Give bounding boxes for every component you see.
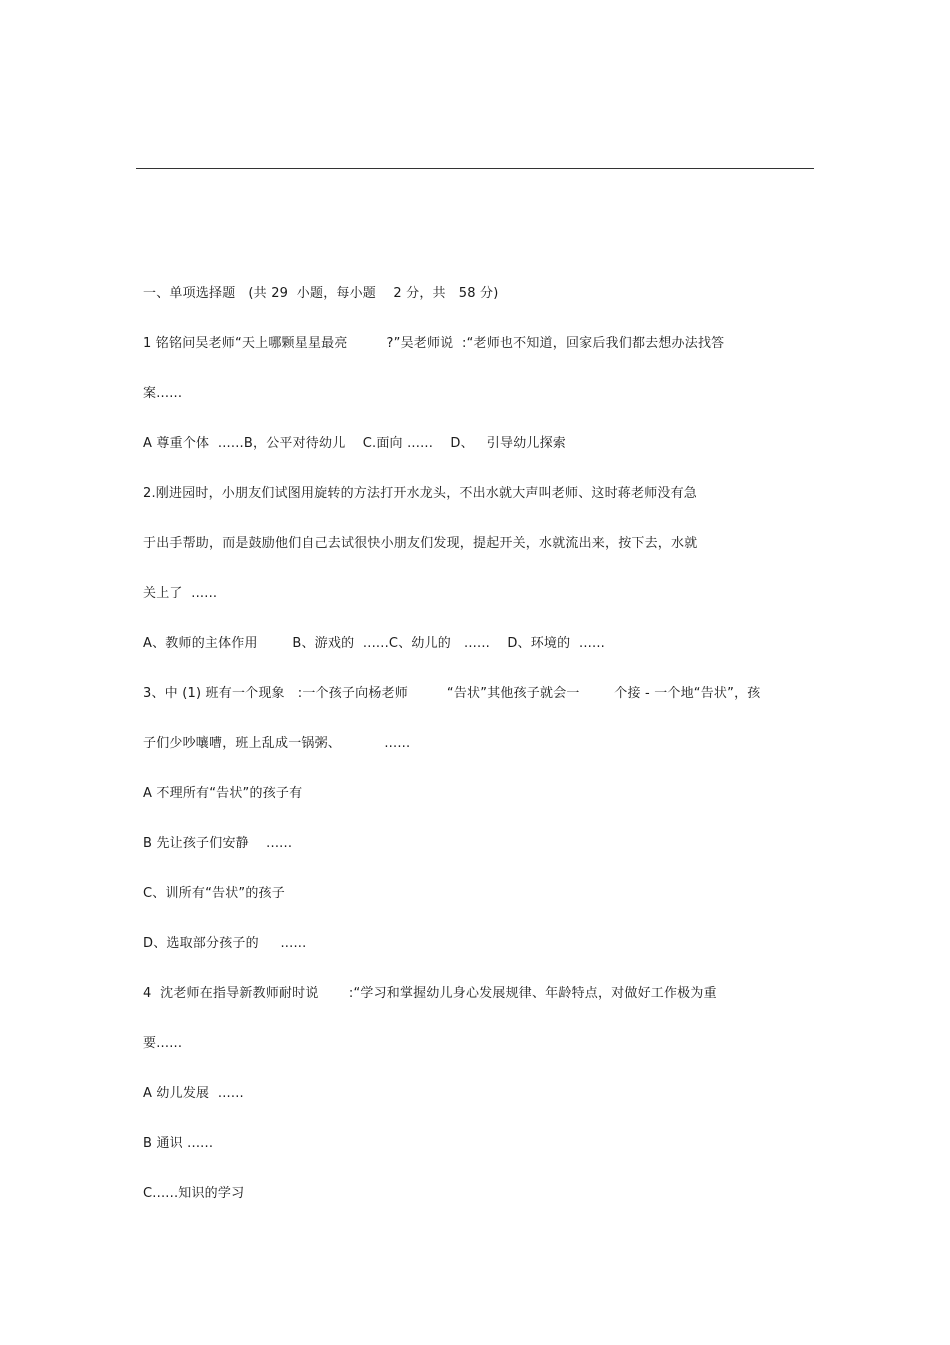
document-body <box>143 284 823 1234</box>
question-1-line-2: 案...... <box>143 386 183 401</box>
question-4-option-c: C......知识的学习 <box>143 1186 245 1201</box>
question-2-line-2: 于出手帮助，而是鼓励他们自己去试很快小朋友们发现，提起开关，水就流出来，按下去，水就 <box>143 536 698 551</box>
question-4-line-2: 要...... <box>143 1036 183 1051</box>
question-3-option-b: B 先让孩子们安静 ...... <box>143 836 293 851</box>
question-3-option-a: A 不理所有“告状”的孩子有 <box>143 786 303 801</box>
question-2-line-1: 2.刚进园时，小朋友们试图用旋转的方法打开水龙头，不出水就大声叫老师、这时蒋老师没有急 <box>143 486 698 501</box>
question-1-line-1: 1 铭铭问吴老师“天上哪颗星星最亮 ?”吴老师说 :“老师也不知道，回家后我们都去想办法找答 <box>143 336 725 351</box>
question-3-option-c: C、训所有“告状”的孩子 <box>143 886 285 901</box>
question-2-line-3: 关上了 ...... <box>143 586 218 601</box>
question-3-line-1: 3、中 (1) 班有一个现象 :一个孩子向杨老师 “告状”其他孩子就会一 个接 - 一个地“告状”，孩 <box>143 686 761 701</box>
question-3-line-2: 子们少吵嚷嘈，班上乱成一锅粥、 ...... <box>143 736 411 751</box>
question-2-options: A、教师的主体作用 B、游戏的 ......C、幼儿的 ...... D、环境的 ...... <box>143 636 605 651</box>
question-3-option-d: D、选取部分孩子的 ...... <box>143 936 307 951</box>
question-1-options: A 尊重个体 ......B，公平对待幼儿 C.面向 ...... D、 引导幼儿探索 <box>143 436 567 451</box>
question-4-line-1: 4 沈老师在指导新教师耐时说 :“学习和掌握幼儿身心发展规律、年龄特点，对做好工作极为重 <box>143 986 717 1001</box>
question-4-option-a: A 幼儿发展 ...... <box>143 1086 244 1101</box>
header-rule <box>136 168 814 169</box>
question-4-option-b: B 通识 ...... <box>143 1136 214 1151</box>
section-heading: 一、单项选择题 (共 29 小题，每小题 2 分，共 58 分) <box>143 286 499 301</box>
